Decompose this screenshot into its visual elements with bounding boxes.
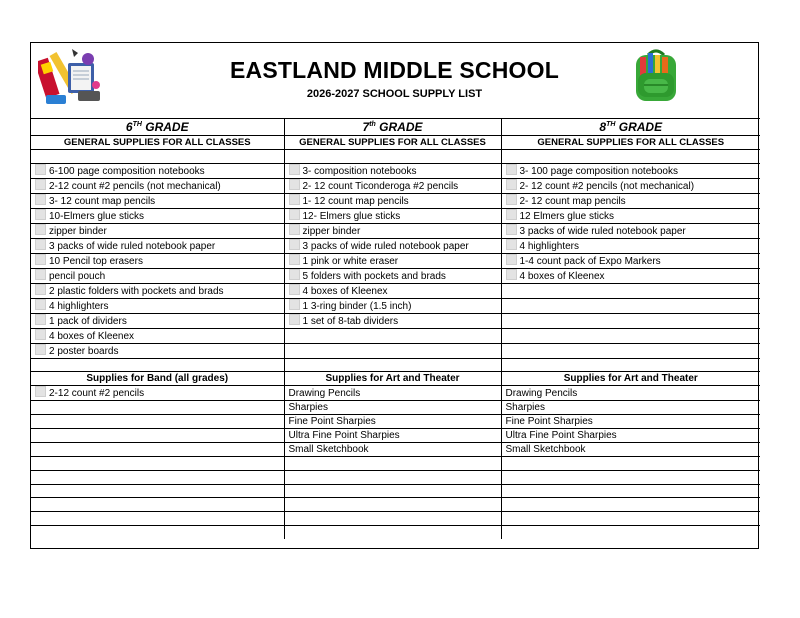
checkbox-icon[interactable] xyxy=(35,314,46,325)
supply-item: 4 highlighters xyxy=(519,240,579,252)
table-row xyxy=(31,386,760,401)
table-cell xyxy=(501,313,760,328)
table-row xyxy=(31,298,760,313)
table-cell xyxy=(501,457,760,471)
table-cell xyxy=(501,223,760,238)
grade-ordinal: TH xyxy=(606,120,616,128)
supply-list-document xyxy=(30,42,759,549)
page-title: EASTLAND MIDDLE SCHOOL xyxy=(230,57,559,83)
grade-ordinal: th xyxy=(369,120,376,128)
checkbox-icon[interactable] xyxy=(35,254,46,265)
table-cell xyxy=(31,386,284,401)
document-header xyxy=(31,43,758,118)
table-cell xyxy=(284,208,501,223)
table-cell xyxy=(501,386,760,401)
table-row xyxy=(31,208,760,223)
supply-item: 1 pack of dividers xyxy=(49,315,127,327)
supply-table xyxy=(31,118,760,539)
checkbox-icon[interactable] xyxy=(289,284,300,295)
table-cell xyxy=(284,328,501,343)
supply-item: 4 boxes of Kleenex xyxy=(49,330,135,342)
table-cell xyxy=(501,208,760,223)
table-cell xyxy=(284,401,501,415)
table-cell xyxy=(284,178,501,193)
checkbox-icon[interactable] xyxy=(506,224,517,235)
table-cell xyxy=(31,471,284,485)
table-cell xyxy=(501,268,760,283)
checkbox-icon[interactable] xyxy=(289,194,300,205)
table-cell xyxy=(31,163,284,178)
section-header-cell: GENERAL SUPPLIES FOR ALL CLASSES xyxy=(31,136,284,150)
supply-item: Ultra Fine Point Sharpies xyxy=(505,430,617,442)
supply-item: 4 highlighters xyxy=(49,300,109,312)
grade-suffix: GRADE xyxy=(375,119,423,134)
supply-item: 12 Elmers glue sticks xyxy=(519,210,614,222)
table-cell xyxy=(284,283,501,298)
supply-item: Sharpies xyxy=(505,402,545,414)
grade-header-cell xyxy=(501,119,760,136)
checkbox-icon[interactable] xyxy=(506,194,517,205)
table-row xyxy=(31,443,760,457)
table-cell xyxy=(31,401,284,415)
table-cell xyxy=(31,343,284,358)
table-cell xyxy=(284,163,501,178)
supply-item: Drawing Pencils xyxy=(505,387,578,399)
supply-item: 2-12 count #2 pencils (not mechanical) xyxy=(49,180,221,192)
table-row xyxy=(31,484,760,498)
table-cell xyxy=(31,178,284,193)
table-cell xyxy=(501,150,760,164)
checkbox-icon[interactable] xyxy=(506,239,517,250)
checkbox-icon[interactable] xyxy=(35,284,46,295)
grade-number: 7 xyxy=(362,119,370,134)
checkbox-icon[interactable] xyxy=(35,386,46,397)
table-cell xyxy=(31,268,284,283)
checkbox-icon[interactable] xyxy=(35,344,46,355)
table-row xyxy=(31,401,760,415)
grade-number: 8 xyxy=(599,119,607,134)
grade-suffix: GRADE xyxy=(615,119,663,134)
supply-item: 1 set of 8-tab dividers xyxy=(302,315,399,327)
checkbox-icon[interactable] xyxy=(35,269,46,280)
table-row xyxy=(31,429,760,443)
table-cell xyxy=(501,498,760,512)
checkbox-icon[interactable] xyxy=(289,179,300,190)
grade-header-row xyxy=(31,119,760,136)
supply-item: 5 folders with pockets and brads xyxy=(302,270,446,282)
table-cell xyxy=(501,178,760,193)
supply-item: Small Sketchbook xyxy=(505,444,586,456)
table-cell xyxy=(284,471,501,485)
checkbox-icon[interactable] xyxy=(35,299,46,310)
supply-item: 2- 12 count map pencils xyxy=(519,195,626,207)
table-row xyxy=(31,498,760,512)
table-cell xyxy=(501,512,760,526)
supply-item: 1- 12 count map pencils xyxy=(302,195,409,207)
checkbox-icon[interactable] xyxy=(35,164,46,175)
table-row xyxy=(31,268,760,283)
table-row xyxy=(31,238,760,253)
table-row xyxy=(31,163,760,178)
supply-item: 2 plastic folders with pockets and brads xyxy=(49,285,224,297)
supply-item: 3- composition notebooks xyxy=(302,165,417,177)
table-row xyxy=(31,193,760,208)
table-cell xyxy=(501,415,760,429)
supply-item: Ultra Fine Point Sharpies xyxy=(288,430,400,442)
checkbox-icon[interactable] xyxy=(35,329,46,340)
supply-item: Sharpies xyxy=(288,402,328,414)
supply-item: Small Sketchbook xyxy=(288,444,369,456)
checkbox-icon[interactable] xyxy=(506,179,517,190)
section-header-cell: Supplies for Art and Theater xyxy=(284,372,501,386)
table-cell xyxy=(31,150,284,164)
supply-item: zipper binder xyxy=(49,225,107,237)
table-row xyxy=(31,343,760,358)
table-cell xyxy=(501,484,760,498)
checkbox-icon[interactable] xyxy=(35,224,46,235)
table-row xyxy=(31,525,760,539)
table-row xyxy=(31,223,760,238)
table-cell xyxy=(284,525,501,539)
table-cell xyxy=(31,415,284,429)
table-cell xyxy=(31,238,284,253)
checkbox-icon[interactable] xyxy=(289,269,300,280)
checkbox-icon[interactable] xyxy=(35,179,46,190)
table-cell xyxy=(284,512,501,526)
table-cell xyxy=(501,298,760,313)
supply-item: 1-4 count pack of Expo Markers xyxy=(519,255,661,267)
table-cell xyxy=(284,150,501,164)
table-cell xyxy=(501,343,760,358)
checkbox-icon[interactable] xyxy=(289,239,300,250)
checkbox-icon[interactable] xyxy=(289,224,300,235)
table-cell xyxy=(31,498,284,512)
table-row xyxy=(31,178,760,193)
supply-item: 2-12 count #2 pencils xyxy=(49,388,145,400)
checkbox-icon[interactable] xyxy=(35,209,46,220)
table-cell xyxy=(501,238,760,253)
supply-item: 2 poster boards xyxy=(49,345,119,357)
table-row xyxy=(31,150,760,164)
table-cell xyxy=(31,208,284,223)
supply-item: 6-100 page composition notebooks xyxy=(49,165,205,177)
supply-item: 4 boxes of Kleenex xyxy=(519,270,605,282)
grade-suffix: GRADE xyxy=(141,119,189,134)
table-cell xyxy=(284,498,501,512)
table-cell xyxy=(31,512,284,526)
table-cell xyxy=(501,429,760,443)
table-row xyxy=(31,313,760,328)
table-row xyxy=(31,471,760,485)
supply-item: 3- 12 count map pencils xyxy=(49,195,156,207)
table-cell xyxy=(31,358,284,372)
table-cell xyxy=(284,313,501,328)
table-cell xyxy=(284,298,501,313)
table-row xyxy=(31,415,760,429)
table-cell xyxy=(501,163,760,178)
table-cell xyxy=(501,328,760,343)
supply-item: 10-Elmers glue sticks xyxy=(49,210,145,222)
table-cell xyxy=(284,484,501,498)
table-cell xyxy=(31,525,284,539)
supply-item: 3 packs of wide ruled notebook paper xyxy=(302,240,469,252)
table-cell xyxy=(31,253,284,268)
table-row xyxy=(31,328,760,343)
supply-item: 2- 12 count Ticonderoga #2 pencils xyxy=(302,180,459,192)
table-cell xyxy=(284,343,501,358)
supply-item: 1 pink or white eraser xyxy=(302,255,399,267)
checkbox-icon[interactable] xyxy=(289,209,300,220)
table-cell xyxy=(284,457,501,471)
checkbox-icon[interactable] xyxy=(35,194,46,205)
section-header-cell: GENERAL SUPPLIES FOR ALL CLASSES xyxy=(501,136,760,150)
checkbox-icon[interactable] xyxy=(506,254,517,265)
checkbox-icon[interactable] xyxy=(506,209,517,220)
table-cell xyxy=(284,443,501,457)
supply-item: 4 boxes of Kleenex xyxy=(302,285,388,297)
supply-item: zipper binder xyxy=(302,225,361,237)
section-header-cell: Supplies for Band (all grades) xyxy=(31,372,284,386)
general-supplies-header-row xyxy=(31,136,760,150)
checkbox-icon[interactable] xyxy=(289,164,300,175)
supply-item: Drawing Pencils xyxy=(288,387,361,399)
grade-ordinal: TH xyxy=(132,120,142,128)
table-cell xyxy=(501,283,760,298)
supply-item: Fine Point Sharpies xyxy=(288,416,376,428)
table-cell xyxy=(501,525,760,539)
table-cell xyxy=(284,268,501,283)
table-cell xyxy=(284,223,501,238)
supply-item: 2- 12 count #2 pencils (not mechanical) xyxy=(519,180,695,192)
table-row xyxy=(31,512,760,526)
supply-item: 12- Elmers glue sticks xyxy=(302,210,401,222)
table-cell xyxy=(284,358,501,372)
table-cell xyxy=(284,415,501,429)
grade-header-cell xyxy=(284,119,501,136)
table-cell xyxy=(31,328,284,343)
elective-supplies-header-row xyxy=(31,372,760,386)
table-cell xyxy=(501,443,760,457)
checkbox-icon[interactable] xyxy=(506,269,517,280)
table-cell xyxy=(501,358,760,372)
table-cell xyxy=(501,471,760,485)
supply-item: 1 3-ring binder (1.5 inch) xyxy=(302,300,412,312)
table-cell xyxy=(31,223,284,238)
table-cell xyxy=(501,253,760,268)
grade-number: 6 xyxy=(125,119,133,134)
table-cell xyxy=(31,313,284,328)
table-cell xyxy=(501,401,760,415)
table-cell xyxy=(31,443,284,457)
supply-item: 3- 100 page composition notebooks xyxy=(519,165,678,177)
table-cell xyxy=(31,298,284,313)
checkbox-icon[interactable] xyxy=(289,299,300,310)
table-row xyxy=(31,358,760,372)
table-row xyxy=(31,283,760,298)
table-cell xyxy=(31,429,284,443)
table-cell xyxy=(284,253,501,268)
table-cell xyxy=(501,193,760,208)
checkbox-icon[interactable] xyxy=(35,239,46,250)
section-header-cell: GENERAL SUPPLIES FOR ALL CLASSES xyxy=(284,136,501,150)
supply-item: 10 Pencil top erasers xyxy=(49,255,143,267)
table-cell xyxy=(31,457,284,471)
table-cell xyxy=(284,238,501,253)
table-cell xyxy=(31,484,284,498)
supply-item: Fine Point Sharpies xyxy=(505,416,593,428)
table-cell xyxy=(31,193,284,208)
table-cell xyxy=(284,429,501,443)
section-header-cell: Supplies for Art and Theater xyxy=(501,372,760,386)
checkbox-icon[interactable] xyxy=(289,314,300,325)
table-row xyxy=(31,457,760,471)
supply-item: pencil pouch xyxy=(49,270,106,282)
table-cell xyxy=(284,193,501,208)
page-subtitle: 2026-2027 SCHOOL SUPPLY LIST xyxy=(306,88,483,100)
supply-item: 3 packs of wide ruled notebook paper xyxy=(49,240,216,252)
grade-header-cell xyxy=(31,119,284,136)
table-cell xyxy=(31,283,284,298)
table-cell xyxy=(284,386,501,401)
checkbox-icon[interactable] xyxy=(506,164,517,175)
checkbox-icon[interactable] xyxy=(289,254,300,265)
supply-item: 3 packs of wide ruled notebook paper xyxy=(519,225,686,237)
table-row xyxy=(31,253,760,268)
